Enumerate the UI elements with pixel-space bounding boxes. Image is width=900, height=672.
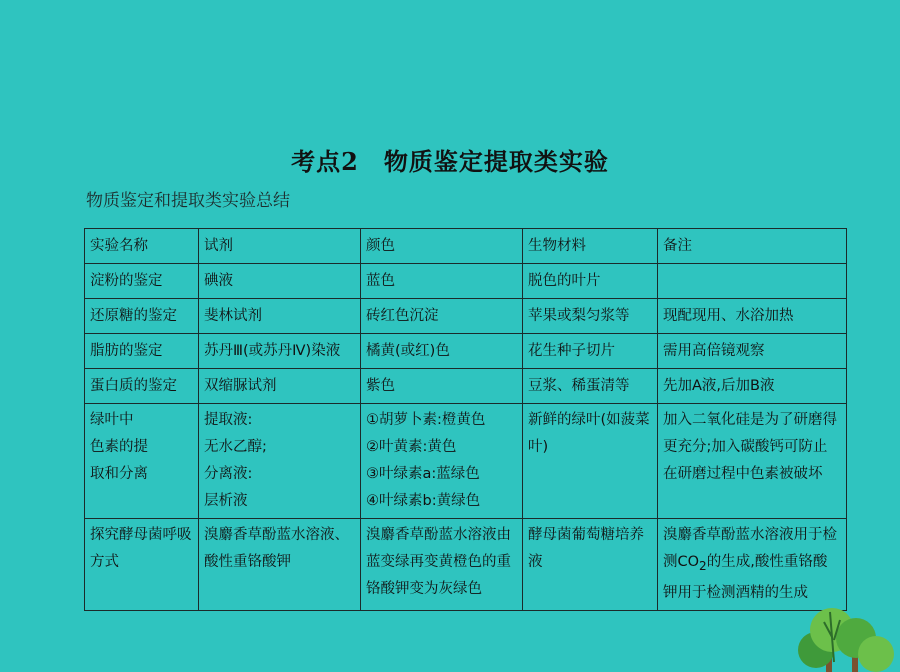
header-cell-reagent: 试剂 xyxy=(199,229,361,264)
table-cell: 双缩脲试剂 xyxy=(199,369,361,404)
note-text-a: 溴麝香草酚蓝水溶液用于检测CO xyxy=(663,527,837,570)
cell-line: 绿叶中 xyxy=(90,412,134,428)
cell-line: ①胡萝卜素:橙黄色 xyxy=(366,412,486,428)
table-cell: 需用高倍镜观察 xyxy=(658,334,847,369)
table-cell: 豆浆、稀蛋清等 xyxy=(523,369,658,404)
table-row-yeast xyxy=(85,519,847,611)
page-subtitle: 物质鉴定和提取类实验总结 xyxy=(86,191,290,211)
table-cell: 现配现用、水浴加热 xyxy=(658,299,847,334)
table-cell: 蛋白质的鉴定 xyxy=(85,369,199,404)
table-cell: 紫色 xyxy=(361,369,523,404)
table-cell-material: 新鲜的绿叶(如菠菜叶) xyxy=(523,404,658,519)
table-cell-reagent: 溴麝香草酚蓝水溶液、酸性重铬酸钾 xyxy=(199,519,361,611)
table-cell: 砖红色沉淀 xyxy=(361,299,523,334)
table-row xyxy=(85,299,847,334)
table-cell-material: 酵母菌葡萄糖培养液 xyxy=(523,519,658,611)
cell-line: 层析液 xyxy=(204,493,248,509)
table-cell-reagent xyxy=(199,404,361,519)
header-cell-material: 生物材料 xyxy=(523,229,658,264)
table-row xyxy=(85,264,847,299)
table-cell-name: 探究酵母菌呼吸方式 xyxy=(85,519,199,611)
cell-line: ②叶黄素:黄色 xyxy=(366,439,457,455)
table-cell: 还原糖的鉴定 xyxy=(85,299,199,334)
table-cell xyxy=(658,264,847,299)
table-cell: 先加A液,后加B液 xyxy=(658,369,847,404)
table-row-chlorophyll xyxy=(85,404,847,519)
table-cell: 斐林试剂 xyxy=(199,299,361,334)
table-cell: 橘黄(或红)色 xyxy=(361,334,523,369)
table-row xyxy=(85,334,847,369)
cell-line: 无水乙醇; xyxy=(204,439,267,455)
table-cell-color xyxy=(361,404,523,519)
header-cell-name: 实验名称 xyxy=(85,229,199,264)
table-cell: 脱色的叶片 xyxy=(523,264,658,299)
table-cell-note: 加入二氧化硅是为了研磨得更充分;加入碳酸钙可防止在研磨过程中色素被破坏 xyxy=(658,404,847,519)
cell-line: 分离液: xyxy=(204,466,253,482)
table-cell-color: 溴麝香草酚蓝水溶液由蓝变绿再变黄橙色的重铬酸钾变为灰绿色 xyxy=(361,519,523,611)
header-cell-note: 备注 xyxy=(658,229,847,264)
table-header-row xyxy=(85,229,847,264)
cell-line: 取和分离 xyxy=(90,466,148,482)
header-cell-color: 颜色 xyxy=(361,229,523,264)
table-cell: 碘液 xyxy=(199,264,361,299)
table-cell: 苏丹Ⅲ(或苏丹Ⅳ)染液 xyxy=(199,334,361,369)
table-cell-name xyxy=(85,404,199,519)
note-subscript: 2 xyxy=(699,558,707,573)
experiment-summary-table xyxy=(84,228,847,611)
cell-line: ③叶绿素a:蓝绿色 xyxy=(366,466,480,482)
tree-illustration xyxy=(780,592,900,672)
cell-line: 色素的提 xyxy=(90,439,148,455)
table-cell: 花生种子切片 xyxy=(523,334,658,369)
cell-line: 提取液: xyxy=(204,412,253,428)
table-cell: 蓝色 xyxy=(361,264,523,299)
table-row xyxy=(85,369,847,404)
cell-line: ④叶绿素b:黄绿色 xyxy=(366,493,481,509)
table-cell: 苹果或梨匀浆等 xyxy=(523,299,658,334)
table-cell: 脂肪的鉴定 xyxy=(85,334,199,369)
table-cell: 淀粉的鉴定 xyxy=(85,264,199,299)
page-title: 考点2 物质鉴定提取类实验 xyxy=(291,147,609,176)
note-text-b: 的生成,酸性重铬酸钾用于检测酒精的生成 xyxy=(663,554,828,601)
